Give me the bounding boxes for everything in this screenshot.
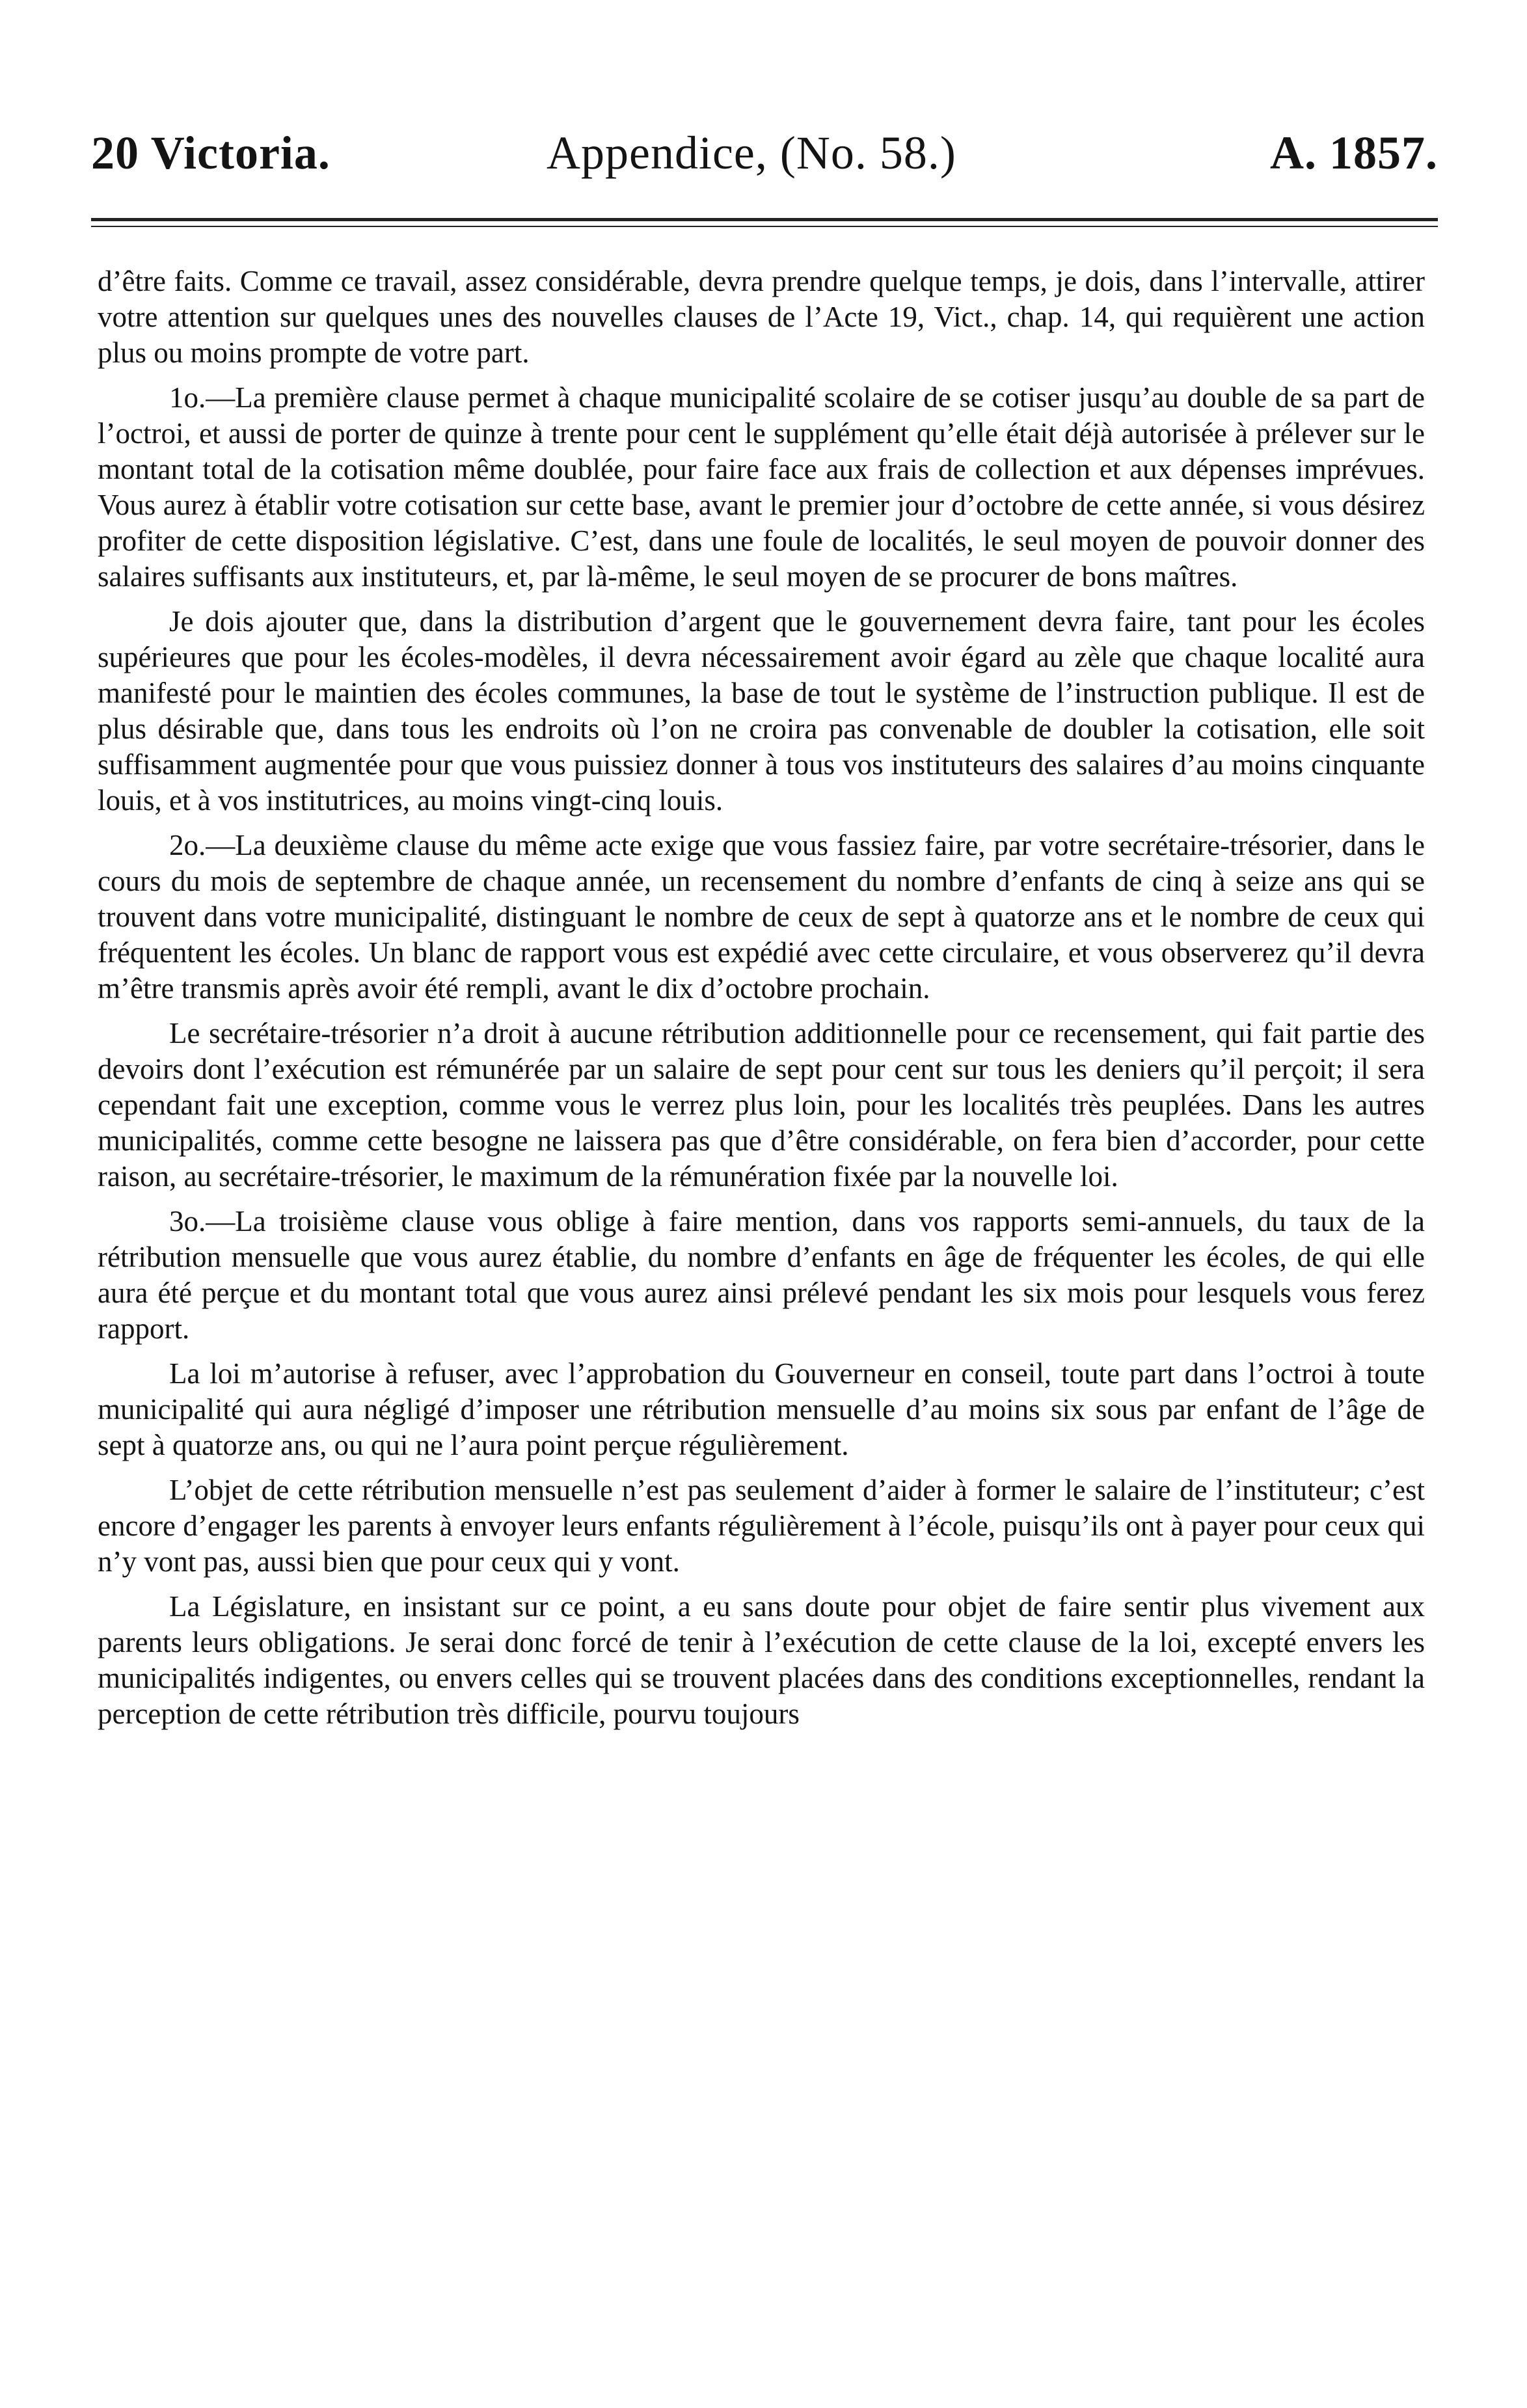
paragraph-legislature: La Législature, en insistant sur ce point, a eu sans doute pour objet de faire sentir plus vivement aux parents leurs obligations. Je serai donc forcé de tenir à l’exécution de cette clause de la loi, excepté envers les municipalités indigentes, ou envers celles qui se trouvent placées dans des conditions exceptionnelles, rendant la perception de cette rétribution très difficile, pourvu toujours [98, 1590, 1425, 1730]
paragraph-law: La loi m’autorise à refuser, avec l’approbation du Gouverneur en conseil, toute part dans l’octroi à toute municipalité qui aura négligé d’imposer une rétribution mensuelle d’au moins six sous par enfant de l’âge de sept à quatorze ans, ou qui ne l’aura point perçue régulièrement. [98, 1357, 1425, 1461]
paragraph-objective: L’objet de cette rétribution mensuelle n’est pas seulement d’aider à former le salaire de l’instituteur; c’est encore d’engager les parents à envoyer leurs enfants régulièrement à l’école, puisqu’ils ont à payer pour ceux qui n’y vont pas, aussi bien que pour ceux qui y vont. [98, 1474, 1425, 1578]
header-session: 20 Victoria. [91, 127, 331, 179]
paragraph-clause-1: 1o.—La première clause permet à chaque municipalité scolaire de se cotiser jusqu’au double de sa part de l’octroi, et aussi de porter de quinze à trente pour cent le supplément qu’elle était déjà autorisée à prélever sur le montant total de la cotisation même doublée, pour faire face aux frais de collection et aux dépenses imprévues. Vous aurez à établir votre cotisation sur cette base, avant le premier jour d’octobre de cette année, si vous désirez profiter de cette disposition législative. C’est, dans une foule de localités, le seul moyen de pouvoir donner des salaires suffisants aux instituteurs, et, par là-même, le seul moyen de se procurer de bons maîtres. [98, 381, 1425, 593]
paragraph-clause-2: 2o.—La deuxième clause du même acte exige que vous fassiez faire, par votre secrétaire-trésorier, dans le cours du mois de septembre de chaque année, un recensement du nombre d’enfants de cinq à seize ans qui se trouvent dans votre municipalité, distinguant le nombre de ceux de sept à quatorze ans et le nombre de ceux qui fréquentent les écoles. Un blanc de rapport vous est expédié avec cette circulaire, et vous observerez qu’il devra m’être transmis après avoir été rempli, avant le dix d’octobre prochain. [98, 829, 1425, 1005]
header-appendix: Appendice, (No. 58.) [547, 127, 956, 179]
paragraph-distribution: Je dois ajouter que, dans la distribution d’argent que le gouvernement devra faire, tant pour les écoles supérieures que pour les écoles-modèles, il devra nécessairement avoir égard au zèle que chaque localité aura manifesté pour le maintien des écoles communes, la base de tout le système de l’instruction publique. Il est de plus désirable que, dans tous les endroits où l’on ne croira pas convenable de doubler la cotisation, elle soit suffisamment augmentée pour que vous puissiez donner à tous vos instituteurs des salaires d’au moins cinquante louis, et à vos institutrices, au moins vingt-cinq louis. [98, 605, 1425, 817]
header-year: A. 1857. [1270, 127, 1438, 179]
header-rule-thick [91, 218, 1438, 221]
running-header [91, 117, 1438, 189]
body-text [98, 264, 1425, 1732]
header-rule-thin [91, 226, 1438, 227]
paragraph-continuation: d’être faits. Comme ce travail, assez considérable, devra prendre quelque temps, je dois, dans l’intervalle, attirer votre attention sur quelques unes des nouvelles clauses de l’Acte 19, Vict., chap. 14, qui requièrent une action plus ou moins prompte de votre part. [98, 265, 1425, 369]
paragraph-secretary: Le secrétaire-trésorier n’a droit à aucune rétribution additionnelle pour ce recensement, qui fait partie des devoirs dont l’exécution est rémunérée par un salaire de sept pour cent sur tous les deniers qu’il perçoit; il sera cependant fait une exception, comme vous le verrez plus loin, pour les localités très peuplées. Dans les autres municipalités, comme cette besogne ne laissera pas que d’être considérable, on fera bien d’accorder, pour cette raison, au secrétaire-trésorier, le maximum de la rémunération fixée par la nouvelle loi. [98, 1017, 1425, 1193]
paragraph-clause-3: 3o.—La troisième clause vous oblige à faire mention, dans vos rapports semi-annuels, du taux de la rétribution mensuelle que vous aurez établie, du nombre d’enfants en âge de fréquenter les écoles, de qui elle aura été perçue et du montant total que vous aurez ainsi prélevé pendant les six mois pour lesquels vous ferez rapport. [98, 1205, 1425, 1345]
